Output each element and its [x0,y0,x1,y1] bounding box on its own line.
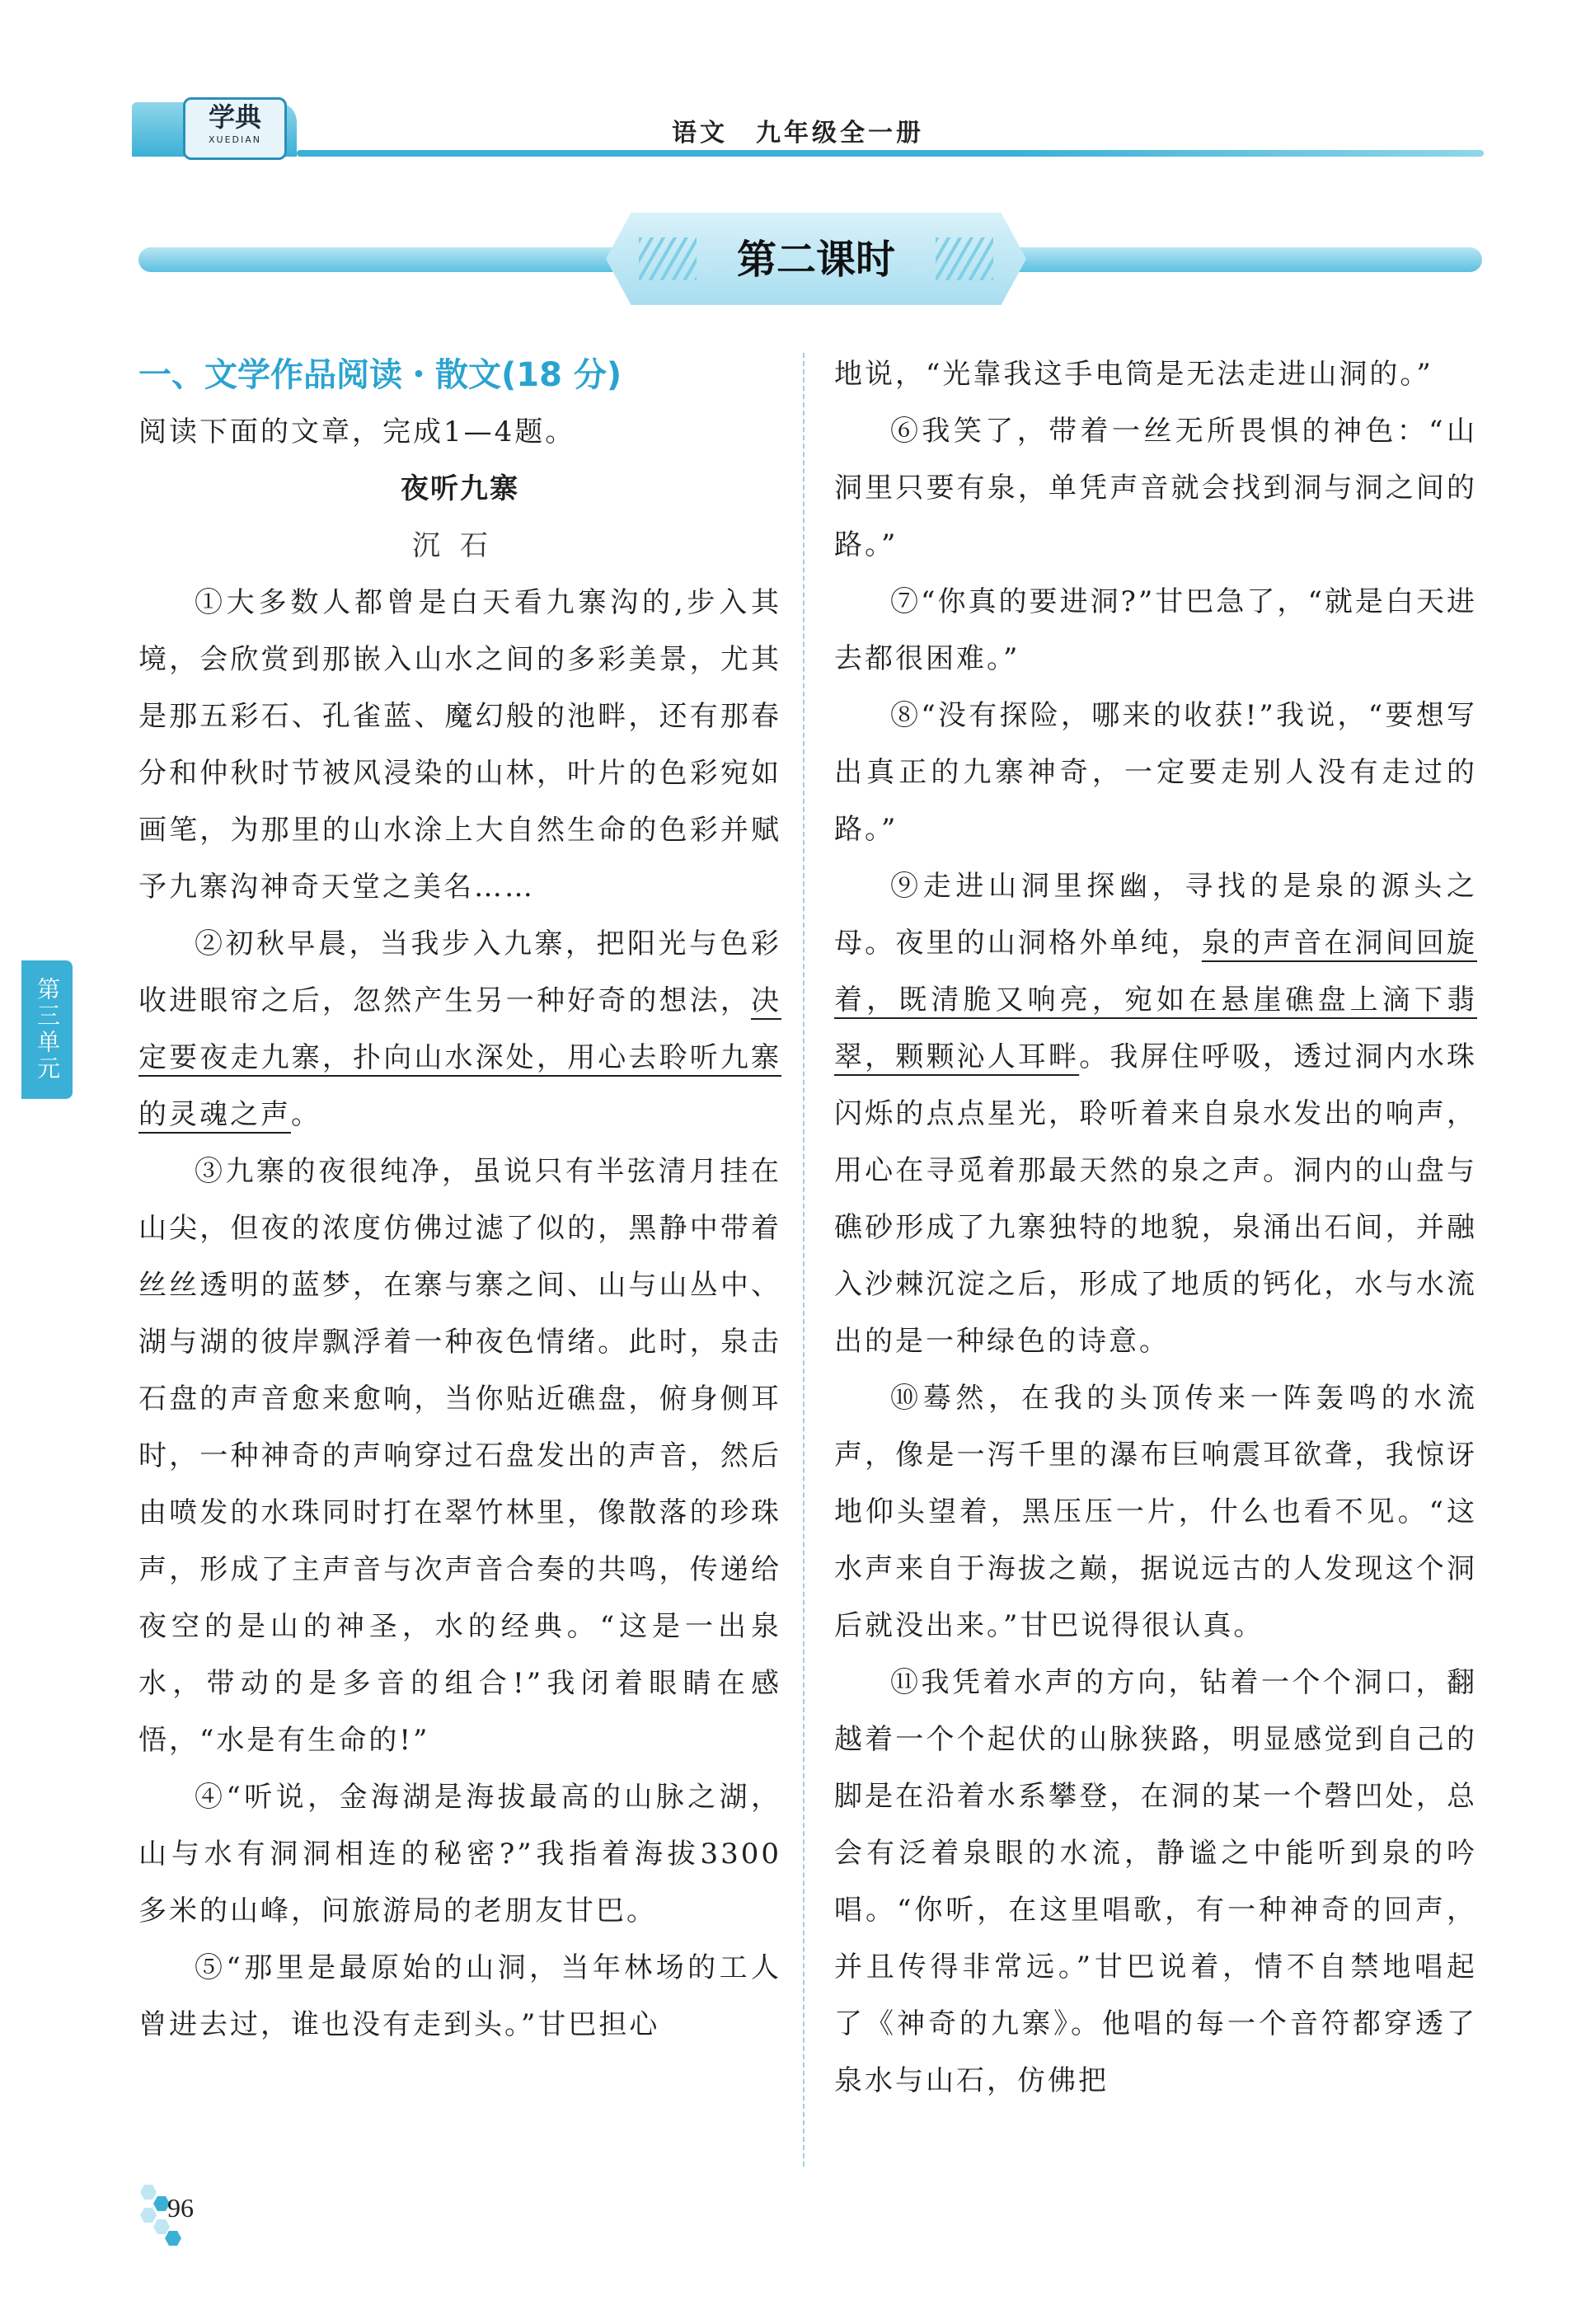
article-title: 夜听九寨 [401,472,519,505]
article-author: 沉石 [412,529,508,562]
paragraph-7: ⑦“你真的要进洞?”甘巴急了，“就是白天进去都很困难。” [834,585,1477,675]
left-column [138,346,781,2054]
logo-en: XUEDIAN [208,134,261,145]
header-subject: 语文 九年级全一册 [672,119,924,148]
hexagon-decor [140,2208,157,2223]
column-divider [803,353,805,2167]
paragraph-5-continued: 地说，“光靠我这手电筒是无法走进山洞的。” [834,358,1433,391]
right-column [834,346,1477,2110]
paragraph-9-text: ⑨走进山洞里探幽，寻找的是泉的源头之母。夜里的山洞格外单纯， [834,870,1477,960]
instruction: 阅读下面的文章，完成1—4题。 [138,416,576,448]
paragraph-3: ③九寨的夜很纯净，虽说只有半弦清月挂在山尖，但夜的浓度仿佛过滤了似的，黑静中带着丝丝透明的蓝梦，在寨与寨之间、山与山丛中、湖与湖的彼岸飘浮着一种夜色情绪。此时，泉击石盘的声音愈来愈响，当你贴近礁盘，俯身侧耳时，一种神奇的声响穿过石盘发出的声音，然后由喷发的水珠同时打在翠竹林里，像散落的珍珠声，形成了主声音与次声音合奏的共鸣，传递给夜空的是山的神圣，水的经典。“这是一出泉水，带动的是多音的组合!”我闭着眼睛在感悟，“水是有生命的!” [138,1155,781,1757]
logo-cn: 学典 [208,101,261,133]
paragraph-2-text: ②初秋早晨，当我步入九寨，把阳光与色彩收进眼帘之后，忽然产生另一种好奇的想法， [138,927,781,1017]
paragraph-10: ⑩蓦然，在我的头顶传来一阵轰鸣的水流声，像是一泻千里的瀑布巨响震耳欲聋，我惊讶地仰头望着，黑压压一片，什么也看不见。“这水声来自于海拔之巅，据说远古的人发现这个洞后就没出来。”甘巴说得很认真。 [834,1382,1477,1642]
paragraph-2-end: 。 [291,1098,321,1131]
hexagon-decor [165,2231,181,2246]
paragraph-1: ①大多数人都曾是白天看九寨沟的,步入其境，会欣赏到那嵌入山水之间的多彩美景，尤其是那五彩石、孔雀蓝、魔幻般的池畔，还有那春分和仲秋时节被风浸染的山林，叶片的色彩宛如画笔，为那里的山水涂上大自然生命的色彩并赋予九寨沟神奇天堂之美名…… [138,586,781,904]
unit-tab: 第三单元 [21,960,73,1099]
paragraph-9-rest: 。我屏住呼吸，透过洞内水珠闪烁的点点星光，聆听着来自泉水发出的响声，用心在寻觅着那最天然的泉之声。洞内的山盘与礁砂形成了九寨独特的地貌，泉涌出石间，并融入沙棘沉淀之后，形成了地质的钙化，水与水流出的是一种绿色的诗意。 [834,1040,1478,1358]
paragraph-6: ⑥我笑了，带着一丝无所畏惧的神色：“山洞里只要有泉，单凭声音就会找到洞与洞之间的路。” [834,415,1477,561]
header-line [297,150,1484,157]
page-header [132,97,1484,163]
paragraph-11: ⑪我凭着水声的方向，钻着一个个洞口，翻越着一个个起伏的山脉狭路，明显感觉到自己的脚是在沿着水系攀登，在洞的某一个磬凹处，总会有泛着泉眼的水流，静谧之中能听到泉的吟唱。“你听，在这里唱歌，有一种神奇的回声，并且传得非常远。”甘巴说着，情不自禁地唱起了《神奇的九寨》。他唱的每一个音符都穿透了泉水与山石，仿佛把 [834,1666,1477,2097]
lesson-title: 第二课时 [736,237,895,283]
paragraph-9 [834,858,1477,1370]
underlined-sentence: 泉的声音在洞间回旋着，既清脆又响亮，宛如在悬崖礁盘上滴下翡翠，颗颗沁人耳畔 [834,927,1478,1073]
hexagon-decor [140,2185,157,2200]
underlined-sentence: 决定要夜走九寨，扑向山水深处，用心去聆听九寨的灵魂之声 [138,984,781,1131]
paragraph-2 [138,916,781,1143]
logo [183,97,287,160]
paragraph-8: ⑧“没有探险，哪来的收获!”我说，“要想写出真正的九寨神奇，一定要走别人没有走过的路。” [834,699,1477,846]
paragraph-4: ④“听说，金海湖是海拔最高的山脉之湖，山与水有洞洞相连的秘密?”我指着海拔3300 多米的山峰，问旅游局的老朋友甘巴。 [138,1781,781,1927]
page-number: 96 [167,2193,194,2223]
paragraph-5: ⑤“那里是最原始的山洞，当年林场的工人曾进去过，谁也没有走到头。”甘巴担心 [138,1951,781,2041]
section-title: 一、文学作品阅读・散文(18 分) [138,356,622,394]
